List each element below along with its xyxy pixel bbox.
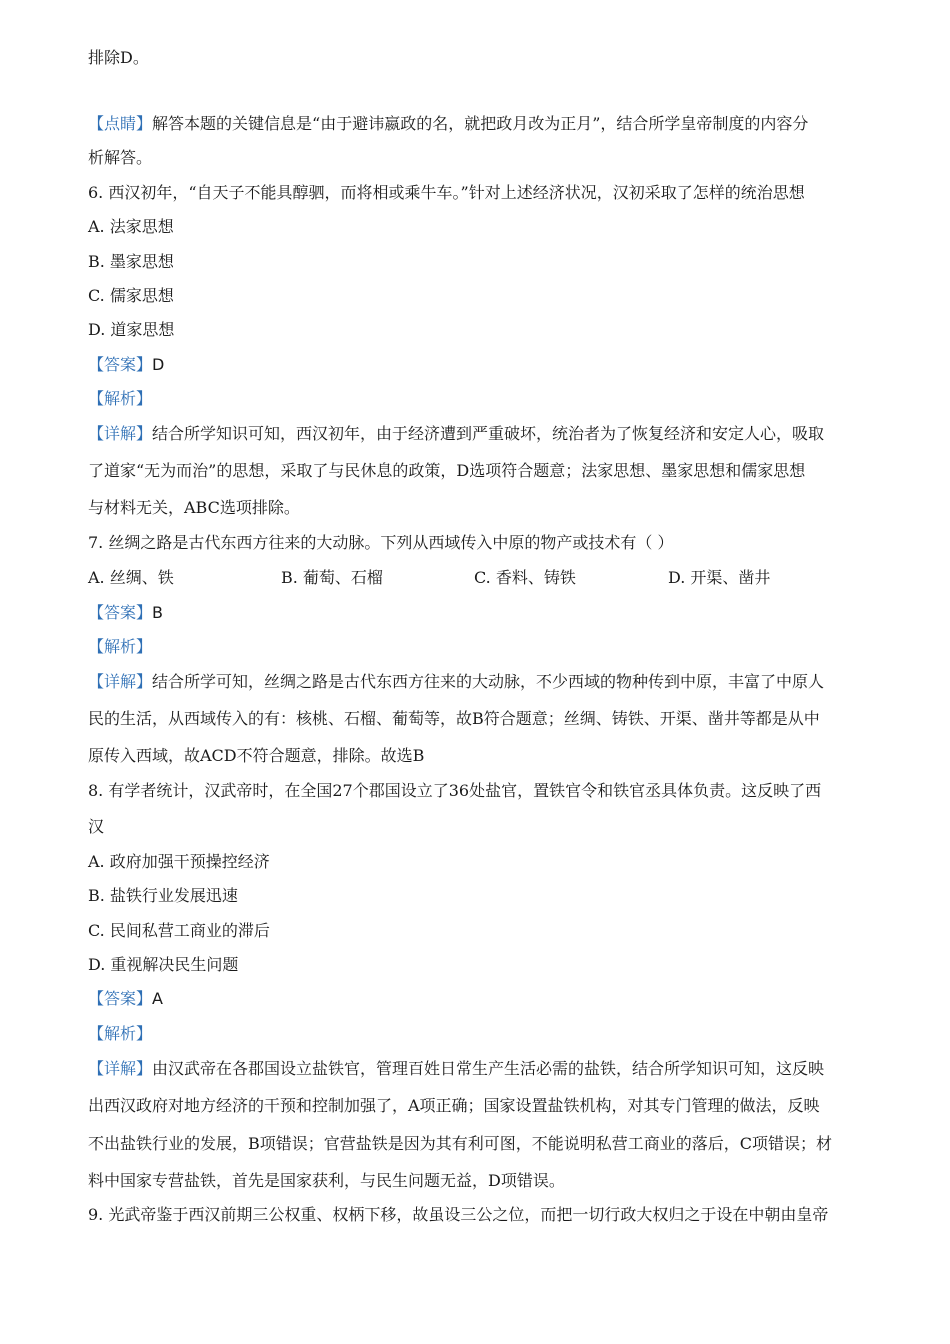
q7-detail-line: 原传入西域，故ACD不符合题意，排除。故选B [88,746,425,765]
question-9: 9. 光武帝鉴于西汉前期三公权重、权柄下移，故虽设三公之位，而把一切行政大权归之于设在中朝由皇帝 [88,1205,829,1224]
q8-option-b: B. 盐铁行业发展迅速 [88,886,238,905]
text-line: 析解答。 [88,148,153,167]
answer-letter: B [152,603,163,622]
q7-detail-line: 民的生活，从西域传入的有：核桃、石榴、葡萄等，故B符合题意；丝绸、铸铁、开渠、凿井等都是从中 [88,709,820,728]
answer-letter: D [152,355,165,374]
q7-answer [88,603,163,623]
q6-option-b: B. 墨家思想 [88,252,174,271]
q8-detail-line [88,1059,824,1079]
q8-option-d: D. 重视解决民生问题 [88,955,239,974]
q7-detail-line [88,672,824,692]
question-8-cont: 汉 [88,817,105,836]
answer-tag: 【答案】 [88,989,153,1008]
detail-tag: 【详解】 [88,424,153,443]
q6-option-a: A. 法家思想 [88,217,174,236]
answer-tag: 【答案】 [88,603,153,622]
question-7: 7. 丝绸之路是古代东西方往来的大动脉。下列从西域传入中原的物产或技术有（ ） [88,533,674,552]
detail-tag: 【详解】 [88,1059,153,1078]
q8-detail-line: 不出盐铁行业的发展，B项错误；官营盐铁是因为其有利可图，不能说明私营工商业的落后，C项错误；材 [88,1134,833,1153]
dianjing-text: 解答本题的关键信息是“由于避讳嬴政的名，就把政月改为正月”，结合所学皇帝制度的内容分 [152,114,809,133]
q6-analysis-tag: 【解析】 [88,389,153,408]
q8-answer [88,989,163,1009]
q7-option-d: D. 开渠、凿井 [668,568,771,587]
q6-option-c: C. 儒家思想 [88,286,174,305]
q8-option-a: A. 政府加强干预操控经济 [88,852,270,871]
detail-tag: 【详解】 [88,672,153,691]
question-6: 6. 西汉初年，“自天子不能具醇驷，而将相或乘牛车。”针对上述经济状况，汉初采取了怎样的统治思想 [88,183,805,202]
q7-option-b: B. 葡萄、石榴 [281,568,383,587]
q6-answer [88,355,164,375]
q6-detail-line: 了道家“无为而治”的思想，采取了与民休息的政策，D选项符合题意；法家思想、墨家思想和儒家思想 [88,461,806,480]
q6-option-d: D. 道家思想 [88,320,175,339]
dianjing-line [88,114,808,134]
q8-detail-line: 料中国家专营盐铁，首先是国家获利，与民生问题无益，D项错误。 [88,1171,565,1190]
detail-text: 结合所学知识可知，西汉初年，由于经济遭到严重破坏，统治者为了恢复经济和安定人心，吸取 [152,424,825,443]
text-line: 排除D。 [88,48,149,67]
detail-text: 结合所学可知，丝绸之路是古代东西方往来的大动脉，不少西域的物种传到中原，丰富了中原人 [152,672,825,691]
dianjing-tag: 【点睛】 [88,114,153,133]
q6-detail-line [88,424,824,444]
answer-tag: 【答案】 [88,355,153,374]
q7-analysis-tag: 【解析】 [88,637,153,656]
q7-option-c: C. 香料、铸铁 [474,568,576,587]
q8-option-c: C. 民间私营工商业的滞后 [88,921,270,940]
q7-option-a: A. 丝绸、铁 [88,568,174,587]
question-8: 8. 有学者统计，汉武帝时，在全国27个郡国设立了36处盐官，置铁官令和铁官丞具体负责。这反映了西 [88,781,822,800]
q8-detail-line: 出西汉政府对地方经济的干预和控制加强了，A项正确；国家设置盐铁机构，对其专门管理的做法，反映 [88,1096,820,1115]
q6-detail-line: 与材料无关，ABC选项排除。 [88,498,300,517]
answer-letter: A [152,989,163,1008]
detail-text: 由汉武帝在各郡国设立盐铁官，管理百姓日常生产生活必需的盐铁，结合所学知识可知，这反映 [152,1059,825,1078]
q8-analysis-tag: 【解析】 [88,1024,153,1043]
